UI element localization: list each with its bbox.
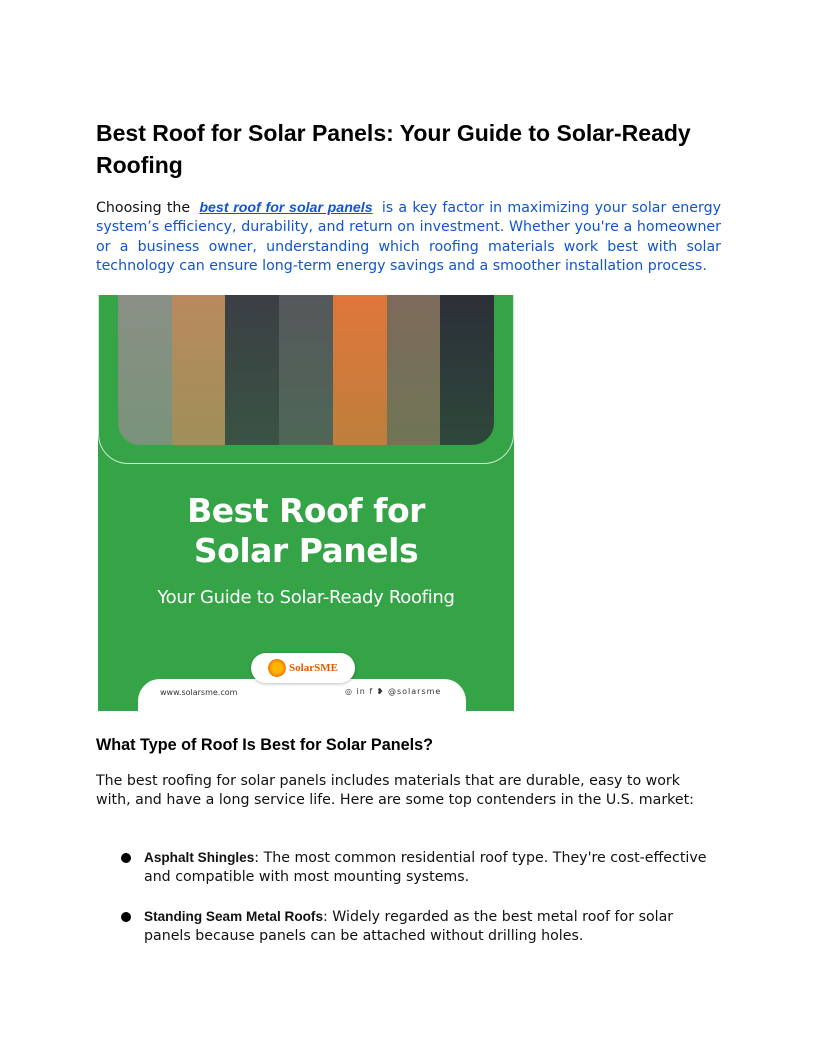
intro-paragraph xyxy=(96,199,721,276)
logo-text: SolarSME xyxy=(289,662,338,674)
sun-icon xyxy=(268,659,286,677)
list-item-text: : The most common residential roof type. They're cost-effective and compatible with most mounting systems. xyxy=(144,850,707,886)
banner-tagline: Your Guide to Solar-Ready Roofing xyxy=(157,587,455,608)
bullet-icon xyxy=(121,853,131,863)
list-item-term: Standing Seam Metal Roofs xyxy=(144,908,324,924)
section-heading: What Type of Roof Is Best for Solar Panels? xyxy=(96,736,433,754)
banner-title-line-1: Best Roof for xyxy=(187,491,425,530)
roof-tile-wood-shake xyxy=(172,295,226,445)
list-item xyxy=(0,907,714,947)
bullet-icon xyxy=(121,912,131,922)
best-roof-link[interactable]: best roof for solar panels xyxy=(199,200,373,216)
banner-image xyxy=(98,295,514,711)
roof-tile-gravel xyxy=(118,295,172,445)
roof-tile-metal xyxy=(440,295,494,445)
roof-tile-clay xyxy=(333,295,387,445)
banner-title xyxy=(98,491,514,571)
solarsme-logo xyxy=(251,653,355,683)
roof-tile-asphalt xyxy=(387,295,441,445)
roof-tile-slate xyxy=(279,295,333,445)
list-item xyxy=(0,848,714,888)
list-item-term: Asphalt Shingles xyxy=(144,850,255,865)
roof-type-list xyxy=(0,848,816,965)
roof-photo-strip xyxy=(118,295,494,445)
list-item-text: : Widely regarded as the best metal roof for solar panels because panels can be attached without drilling holes. xyxy=(144,908,674,944)
banner-website: www.solarsme.com xyxy=(160,688,238,697)
intro-rest: is a key factor in maximizing your solar energy system’s efficiency, durability, and return on investment. Whether you're a homeowner or a business owner, understanding which roofing materials work best with solar technology can ensure long-term energy savings and a smoother installation process. xyxy=(96,200,722,274)
section-paragraph: The best roofing for solar panels includes materials that are durable, easy to work with, and have a long service life. Here are some top contenders in the U.S. market: xyxy=(96,773,694,809)
page-title: Best Roof for Solar Panels: Your Guide to Solar-Ready Roofing xyxy=(96,120,691,178)
banner-title-line-2: Solar Panels xyxy=(193,531,419,570)
intro-lead: Choosing the xyxy=(96,200,191,216)
banner-footer xyxy=(138,679,466,711)
roof-tile-membrane xyxy=(225,295,279,445)
banner-social: ◎ in f ❥ @solarsme xyxy=(345,687,442,696)
